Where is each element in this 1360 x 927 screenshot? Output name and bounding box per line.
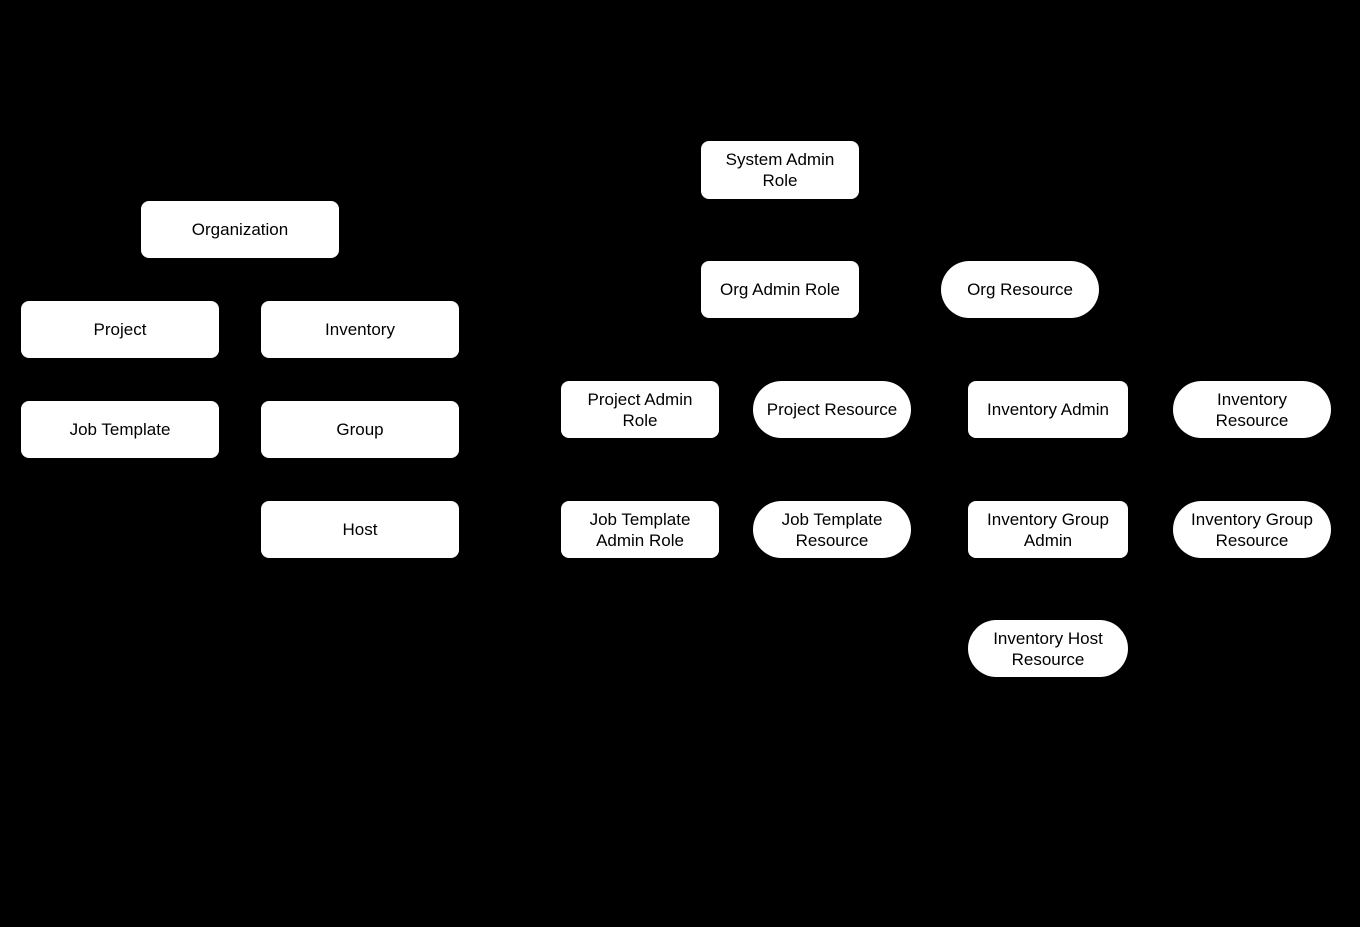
node-inventory-group-admin [968,501,1128,558]
node-label: Job Template Resource [781,509,883,550]
node-label: Inventory Resource [1215,389,1289,430]
node-inventory [261,301,459,358]
node-job-template [21,401,219,458]
node-inventory-group-resource [1173,501,1331,558]
node-inventory-host-resource [968,620,1128,677]
node-label: Org Admin Role [720,280,840,299]
node-label: Job Template [69,420,171,439]
node-label: Inventory Host Resource [993,628,1103,669]
node-label: Job Template Admin Role [589,509,691,550]
node-label: Inventory [325,320,395,339]
node-label: Inventory Group Admin [987,509,1109,550]
node-label: Inventory Admin [987,400,1109,419]
node-group [261,401,459,458]
node-label: Project [93,320,147,339]
node-job-template-admin-role [561,501,719,558]
node-label: Inventory Group Resource [1191,509,1313,550]
node-job-template-resource [753,501,911,558]
node-project-admin-role [561,381,719,438]
node-org-admin-role [701,261,859,318]
node-project [21,301,219,358]
node-organization [141,201,339,258]
node-label: Project Resource [766,400,898,419]
node-label: Project Admin Role [587,389,693,430]
node-system-admin-role [701,141,859,199]
node-label: System Admin Role [725,150,835,190]
node-host [261,501,459,558]
node-label: Group [336,420,384,439]
node-label: Organization [191,220,289,239]
node-project-resource [753,381,911,438]
node-org-resource [941,261,1099,318]
node-inventory-admin [968,381,1128,438]
node-label: Host [342,520,378,539]
node-inventory-resource [1173,381,1331,438]
node-label: Org Resource [967,280,1073,299]
